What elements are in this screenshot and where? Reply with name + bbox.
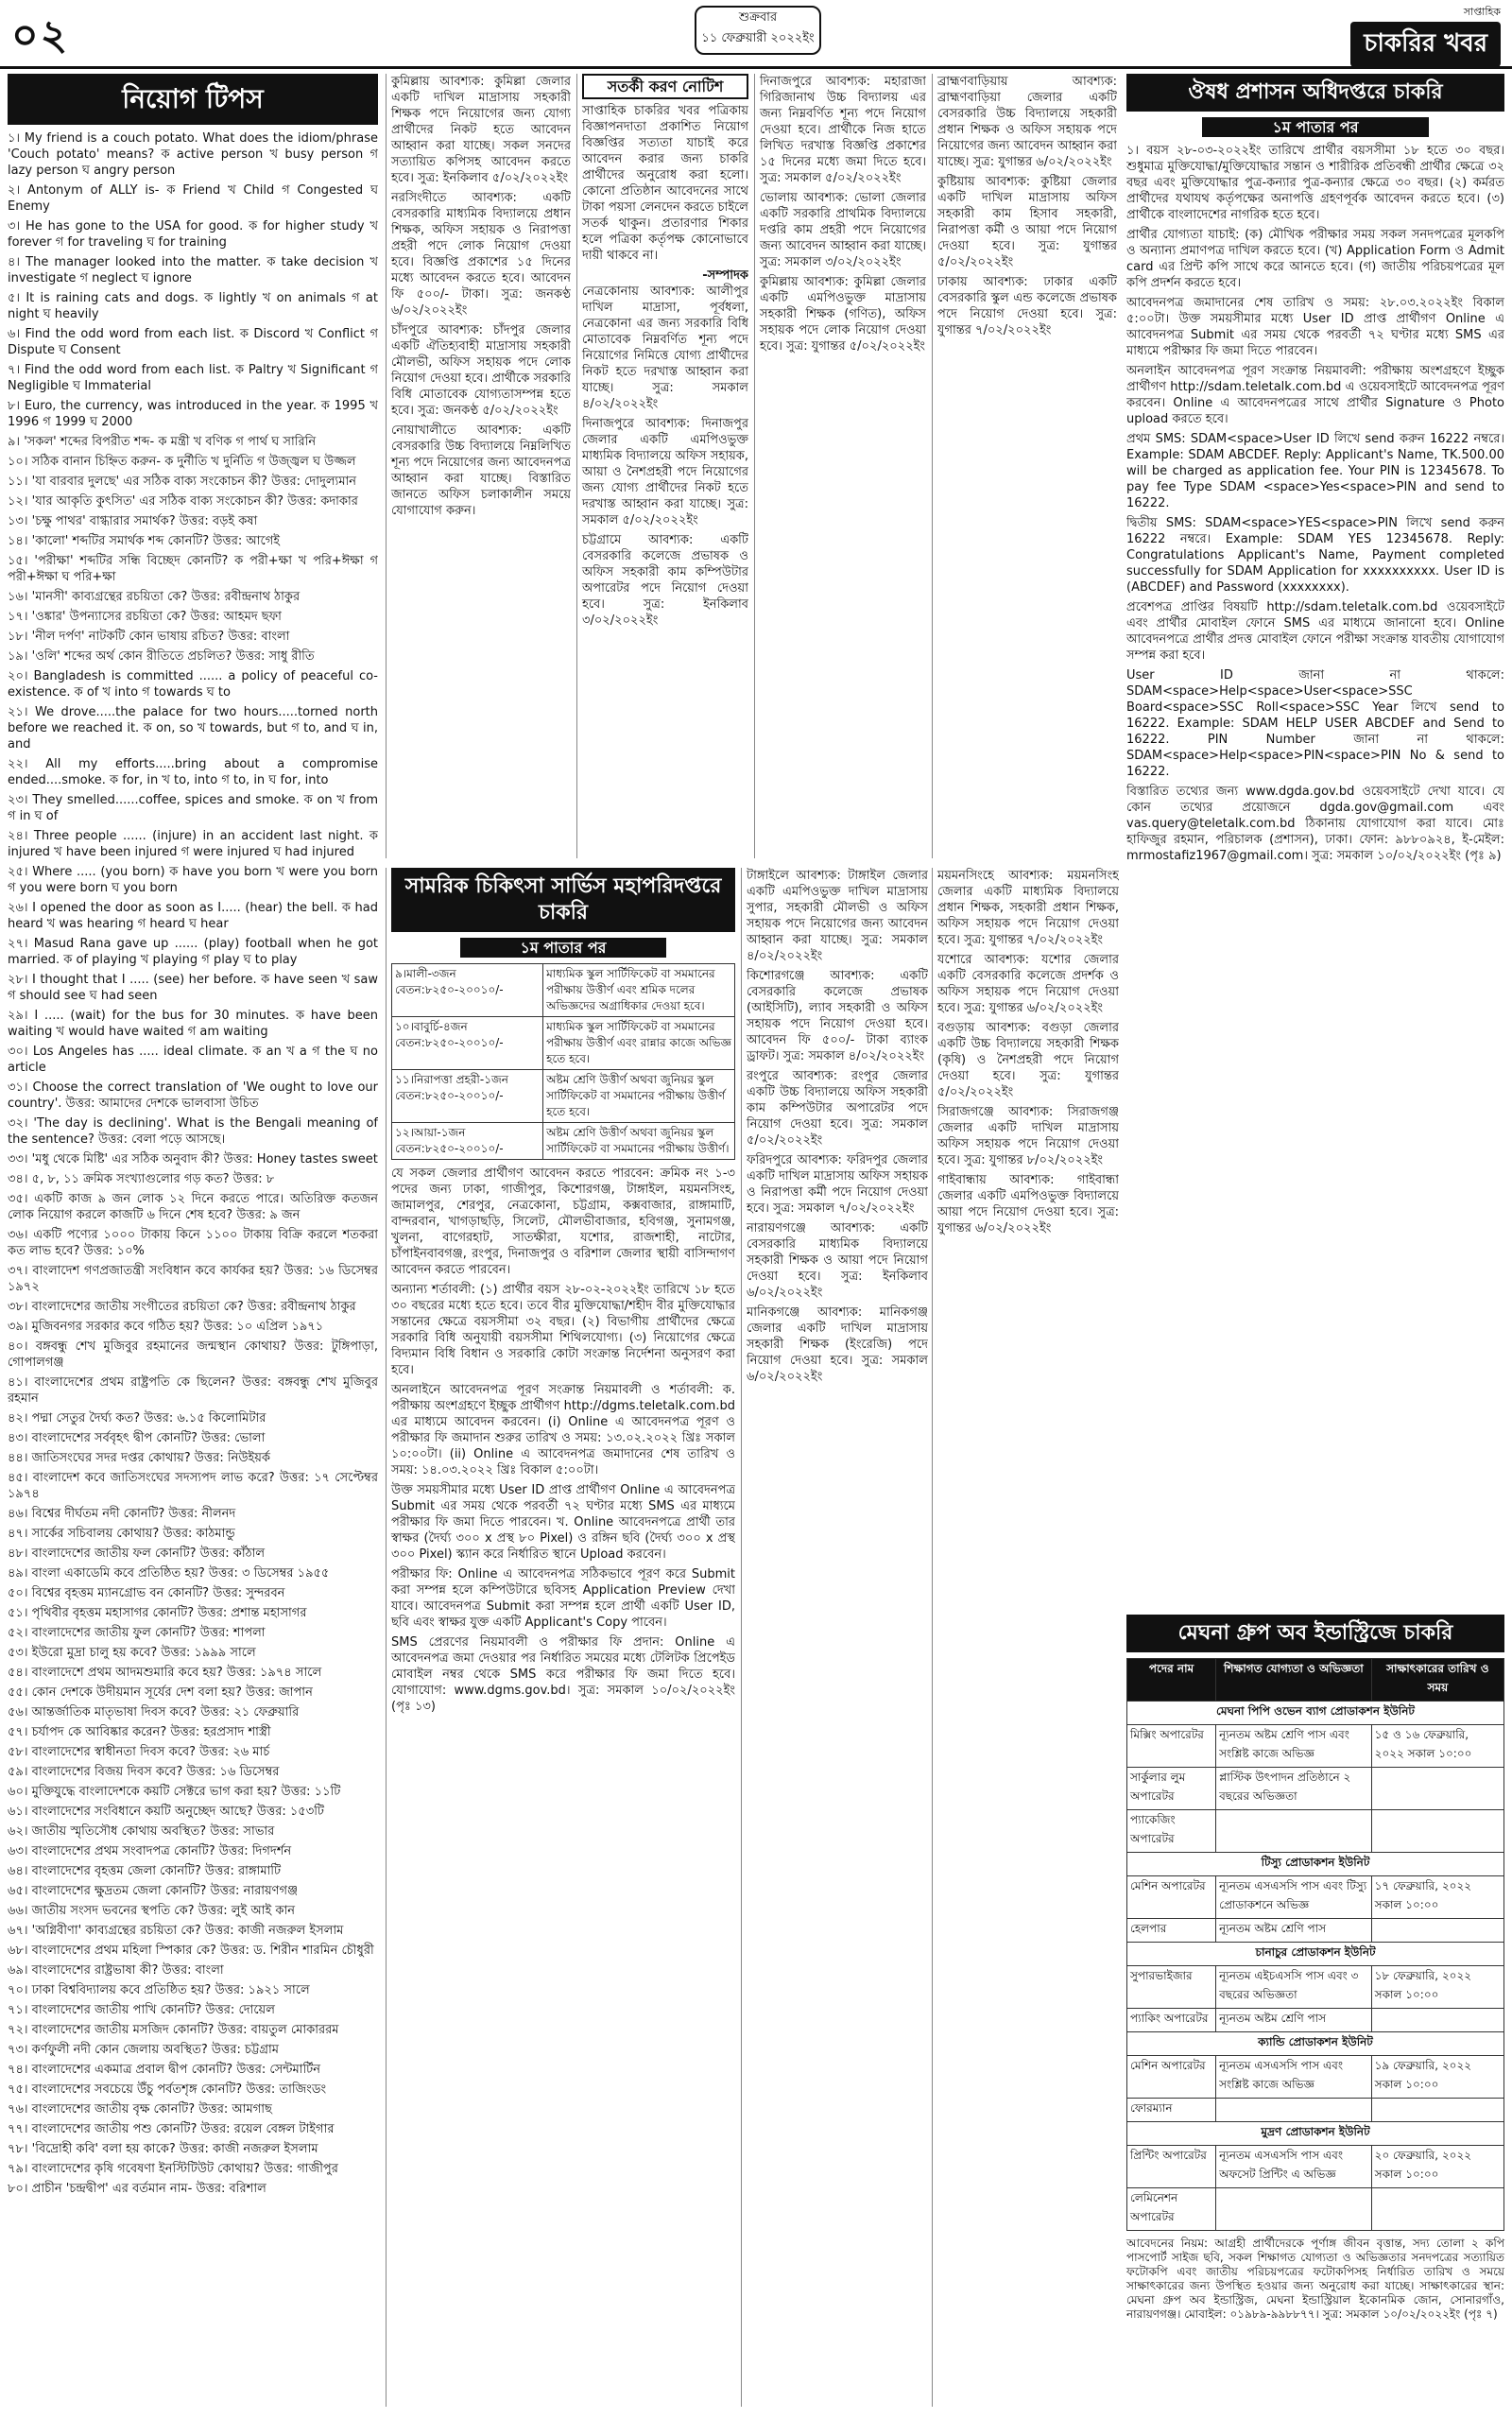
table-row (1127, 2099, 1504, 2122)
tip-item: ৪২। পদ্মা সেতুর দৈর্ঘ্য কত? উত্তর: ৬.১৫ কিলোমিটার (8, 1411, 266, 1425)
tip-item: ৯। 'সকল' শব্দের বিপরীত শব্দ- ক মন্ত্রী খ বণিক গ পার্থ ঘ সারিনি (8, 435, 317, 449)
tip-item: ১৩। 'চক্ষু পাথর' বাগ্ধারার সমার্থক? উত্তর: বড়ই কষা (8, 514, 258, 528)
tip-item: ৭০। ঢাকা বিশ্ববিদ্যালয় কবে প্রতিষ্ঠিত হয়? উত্তর: ১৯২১ সালে (8, 1983, 310, 1997)
classified-list (937, 868, 1119, 1236)
meghna-footer: আবেদনের নিয়ম: আগ্রহী প্রার্থীদেরকে পূর্ণাঙ্গ জীবন বৃত্তান্ত, সদ্য তোলা ২ কপি পাসপোর্ট সাইজ ছবি, সকল শিক্ষাগত যোগ্যতা ও অভিজ্ঞতার সনদপত্রের সত্যায়িত ফটোকপি এবং জাতীয় পরিচয়পত্রের ফটোকপিসহ নির্ধারিত তারিখ ও সময়ে সাক্ষাৎকারের জন্য উপস্থিত হওয়ার জন্য অনুরোধ করা যাচ্ছে। সাক্ষাৎকারের স্থান: মেঘনা গ্রুপ অব ইন্ডাস্ট্রিজ, মেঘনা ইন্ডাস্ট্রিয়াল ইকোনমিক জোন, সোনারগাঁও, নারায়ণগঞ্জ। মোবাইল: ০১৯৮৯-৯৯৮৮৭৭। সুত্র: সমকাল ১০/০২/২০২২ইং (পৃঃ ৭) (1126, 2237, 1504, 2321)
meghna-section-title: মেঘনা গ্রুপ অব ইন্ডাস্ট্রিজে চাকরি (1126, 1615, 1504, 1652)
tip-item: ৩৬। একটি পণ্যের ১০০০ টাকায় কিনে ১১০০ টাকায় বিক্রি করলে শতকরা কত লাভ হবে? উত্তর: ১০% (8, 1228, 378, 1258)
table-cell: ন্যূনতম এসএসসি পাস এবং অফসেট প্রিন্টিং এ অভিজ্ঞ (1216, 2146, 1372, 2188)
tip-item: ৪৭। সার্কের সচিবালয় কোথায়? উত্তর: কাঠমান্ডু (8, 1527, 235, 1541)
tip-item: ১২। 'যার আকৃতি কুৎসিত' এর সঠিক বাক্য সংকোচন কী? উত্তর: কদাকার (8, 494, 358, 509)
drug-paragraph: প্রবেশপত্র প্রাপ্তির বিষয়টি http://sdam.teletalk.com.bd ওয়েবসাইটে এবং প্রার্থীর মোবাইল ফোনে SMS এর মাধ্যমে জানানো হবে। Online আবেদনপত্রে প্রার্থীর প্রদত্ত মোবাইল ফোনে পরীক্ষা সংক্রান্ত যাবতীয় যোগাযোগ সম্পন্ন করা হবে। (1126, 600, 1504, 663)
classified-ad: নরসিংদীতে আবশ্যক: একটি বেসরকারি মাধ্যমিক বিদ্যালয়ে প্রধান শিক্ষক, অফিস সহায়ক ও নিরাপত্তা প্রহরী পদে লোক নিয়োগ দেওয়া হবে। বিজ্ঞপ্তি প্রকাশের ১৫ দিনের মধ্যে আবেদন করতে হবে। আবেদন ফি ৫০০/- টাকা। সুত্র: জনকণ্ঠ ৬/০২/২০২২ইং (391, 191, 571, 318)
table-row (1127, 2146, 1504, 2188)
tip-item: ৬৩। বাংলাদেশের প্রথম সংবাদপত্র কোনটি? উত্তর: দিগদর্শন (8, 1844, 292, 1858)
issue-date: ১১ ফেব্রুয়ারী ২০২২ইং (701, 31, 815, 45)
table-row (392, 1070, 735, 1123)
classifieds-column-5 (741, 868, 928, 2407)
table-cell: প্রিন্টিং অপারেটর (1127, 2146, 1216, 2188)
issue-day: শুক্রবার (738, 10, 778, 25)
unit-row (1127, 2032, 1504, 2056)
unit-name: ক্যান্ডি প্রোডাকশন ইউনিট (1127, 2032, 1504, 2056)
tip-item: ৩৯। মুজিবনগর সরকার কবে গঠিত হয়? উত্তর: ১০ এপ্রিল ১৯৭১ (8, 1320, 324, 1334)
tip-item: ৪১। বাংলাদেশের প্রথম রাষ্ট্রপতি কে ছিলেন? উত্তর: বঙ্গবন্ধু শেখ মুজিবুর রহমান (8, 1375, 378, 1406)
medical-paragraph: পরীক্ষার ফি: Online এ আবেদনপত্র সঠিকভাবে পূরণ করে Submit করা সম্পন্ন হলে কম্পিউটারে ছবিসহ Application Preview দেখা যাবে। আবেদনপত্র Submit করা সম্পন্ন হলে প্রার্থী একটি User ID, ছবি এবং স্বাক্ষর যুক্ত একটি Applicant's Copy পাবেন। (391, 1567, 735, 1630)
classified-list (391, 74, 571, 519)
issue-date-box (695, 6, 821, 55)
drug-section-body (1126, 143, 1504, 864)
classified-ad: টাঙ্গাইলে আবশ্যক: টাঙ্গাইল জেলার একটি এমপিওভুক্ত দাখিল মাদ্রাসায় সুপার, সহকারী মৌলভী ও অফিস সহায়ক পদে নিয়োগের জন্য আবেদন আহ্বান করা যাচ্ছে। সুত্র: সমকাল ৪/০২/২০২২ইং (747, 869, 928, 963)
table-row (1127, 1966, 1504, 2009)
table-cell: সুপারভাইজার (1127, 1966, 1216, 2009)
tip-item: ৫২। বাংলাদেশের জাতীয় ফুল কোনটি? উত্তর: শাপলা (8, 1626, 266, 1640)
page-number: ০২ (11, 11, 70, 60)
tip-item: ৩২। 'The day is declining'. What is the Bengali meaning of the sentence? উত্তর: বেলা পড়ে আসছে। (8, 1116, 378, 1147)
tip-item: ২০। Bangladesh is committed ...... a policy of peaceful co-existence. ক of খ into গ towards ঘ to (8, 669, 378, 700)
classified-list (760, 74, 926, 354)
drug-section-title: ঔষধ প্রশাসন অধিদপ্তরে চাকরি (1126, 74, 1504, 112)
tip-item: ৬১। বাংলাদেশের সংবিধানে কয়টি অনুচ্ছেদ আছে? উত্তর: ১৫৩টি (8, 1805, 324, 1819)
medical-section-subhead: ১ম পাতার পর (460, 938, 666, 958)
table-row (392, 1123, 735, 1160)
unit-name: চানাচুর প্রোডাকশন ইউনিট (1127, 1943, 1504, 1966)
tip-item: ৬৮। বাংলাদেশের প্রথম মহিলা স্পিকার কে? উত্তর: ড. শিরীন শারমিন চৌধুরী (8, 1944, 374, 1958)
classified-ad: কুষ্টিয়ায় আবশ্যক: কুষ্টিয়া জেলার একটি দাখিল মাদ্রাসায় অফিস সহকারী কাম হিসাব সহকারী, নিরাপত্তা কর্মী ও আয়া পদে নিয়োগ দেওয়া হবে। সুত্র: যুগান্তর ৫/০২/২০২২ইং (937, 175, 1117, 269)
table-row (1127, 1919, 1504, 1943)
drug-paragraph: অনলাইন আবেদনপত্র পূরণ সংক্রান্ত নিয়মাবলী: পরীক্ষায় অংশগ্রহণে ইচ্ছুক প্রার্থীগণ http://sdam.teletalk.com.bd এ ওয়েবসাইটে আবেদনপত্র পূরণ করবেন। Online এ আবেদনপত্রের সাথে প্রার্থীর Signature ও Photo upload করতে হবে। (1126, 364, 1504, 426)
classified-ad: দিনাজপুরে আবশ্যক: মহারাজা গিরিজানাথ উচ্চ বিদ্যালয় এর জন্য নিম্নবর্ণিত শূন্য পদে নিয়োগ দেওয়া হবে। প্রার্থীকে নিজ হাতে লিখিত দরখাস্ত বিজ্ঞপ্তি প্রকাশের ১৫ দিনের মধ্যে জমা দিতে হবে। সুত্র: সমকাল ৫/০২/২০২২ইং (760, 75, 926, 185)
tip-item: ৭৫। বাংলাদেশের সবচেয়ে উঁচু পর্বতশৃঙ্গ কোনটি? উত্তর: তাজিংডং (8, 2082, 327, 2097)
tip-item: ২৯। I ..... (wait) for the bus for 30 minutes. ক have been waiting খ would have waited গ am waiting (8, 1009, 378, 1039)
table-cell (1371, 2099, 1503, 2122)
table-cell: হেলপার (1127, 1919, 1216, 1943)
classified-list (582, 284, 748, 629)
tip-item: ৮। Euro, the currency, was introduced in the year. ক 1995 খ 1996 গ 1999 ঘ 2000 (8, 399, 378, 429)
classified-ad: কিশোরগঞ্জে আবশ্যক: একটি বেসরকারি কলেজে প্রভাষক (আইসিটি), ল্যাব সহকারী ও অফিস সহায়ক পদে নিয়োগ দেওয়া হবে। আবেদন ফি ৫০০/- টাকা ব্যাংক ড্রাফট। সুত্র: সমকাল ৪/০২/২০২২ইং (747, 969, 928, 1063)
table-cell: প্লাস্টিক উৎপাদন প্রতিষ্ঠানে ২ বছরের অভিজ্ঞতা (1216, 1768, 1372, 1810)
classifieds-column-4 (932, 74, 1117, 858)
tip-item: ৬০। মুক্তিযুদ্ধে বাংলাদেশকে কয়টি সেক্টরে ভাগ করা হয়? উত্তর: ১১টি (8, 1785, 341, 1799)
medical-paragraph: উক্ত সময়সীমার মধ্যে User ID প্রাপ্ত প্রার্থীগণ Online এ আবেদনপত্র Submit এর সময় থেকে পরবর্তী ৭২ ঘণ্টার মধ্যে SMS এর মাধ্যমে পরীক্ষার ফি জমা দিতে পারবেন। খ. Online আবেদনপত্রে প্রার্থী তার স্বাক্ষর (দৈর্ঘ্য ৩০০ x প্রস্থ ৮০ Pixel) ও রঙ্গিন ছবি (দৈর্ঘ্য ৩০০ x প্রস্থ ৩০০ Pixel) স্ক্যান করে নির্ধারিত স্থানে Upload করবেন। (391, 1483, 735, 1562)
drug-paragraph: আবেদনপত্র জমাদানের শেষ তারিখ ও সময়: ২৮.০৩.২০২২ইং বিকাল ৫:০০টা। উক্ত সময়সীমার মধ্যে User ID প্রাপ্ত প্রার্থীগণ Online এ আবেদনপত্র Submit এর সময় থেকে পরবর্তী ৭২ ঘণ্টার মধ্যে SMS এর মাধ্যমে পরীক্ষার ফি জমা দিতে পারবেন। (1126, 296, 1504, 358)
tip-item: ১৪। 'কালো' শব্দটির সমার্থক শব্দ কোনটি? উত্তর: আগেই (8, 534, 281, 548)
tip-item: ৪। The manager looked into the matter. ক take decision খ investigate গ neglect ঘ ignore (8, 255, 378, 285)
tip-item: ৭৪। বাংলাদেশের একমাত্র প্রবাল দ্বীপ কোনটি? উত্তর: সেন্টমার্টিন (8, 2063, 321, 2077)
tip-item: ৫৯। বাংলাদেশের বিজয় দিবস কবে? উত্তর: ১৬ ডিসেম্বর (8, 1765, 280, 1779)
unit-row (1127, 1853, 1504, 1876)
tip-item: ৫১। পৃথিবীর বৃহত্তম মহাসাগর কোনটি? উত্তর: প্রশান্ত মহাসাগর (8, 1606, 307, 1620)
classified-ad: বগুড়ায় আবশ্যক: বগুড়া জেলার একটি উচ্চ বিদ্যালয়ে সহকারী শিক্ষক (কৃষি) ও নৈশপ্রহরী পদে নিয়োগ দেওয়া হবে। সুত্র: যুগান্তর ৫/০২/২০২২ইং (937, 1021, 1119, 1099)
tip-item: ৩। He has gone to the USA for good. ক for higher study খ forever গ for traveling ঘ for training (8, 219, 378, 250)
tip-item: ৮০। প্রাচীন 'চন্দ্রদ্বীপ' এর বর্তমান নাম- উত্তর: বরিশাল (8, 2182, 266, 2196)
classified-list (937, 74, 1117, 338)
tip-item: ৫৬। আন্তর্জাতিক মাতৃভাষা দিবস কবে? উত্তর: ২১ ফেব্রুয়ারি (8, 1705, 300, 1719)
tip-item: ৩৫। একটি কাজ ৯ জন লোক ১২ দিনে করতে পারে। অতিরিক্ত কতজন লোক নিয়োগ করলে কাজটি ৬ দিনে শেষ হবে? উত্তর: ৯ জন (8, 1192, 378, 1222)
classified-ad: নারায়ণগঞ্জে আবশ্যক: একটি বেসরকারি মাধ্যমিক বিদ্যালয়ে সহকারী শিক্ষক ও আয়া পদে নিয়োগ দেওয়া হবে। সুত্র: ইনকিলাব ৬/০২/২০২২ইং (747, 1221, 928, 1300)
table-cell: ১৫ ও ১৬ ফেব্রুয়ারি, ২০২২ সকাল ১০:০০ (1371, 1725, 1503, 1768)
table-cell: ১৮ ফেব্রুয়ারি, ২০২২ সকাল ১০:০০ (1371, 1966, 1503, 2009)
drug-paragraph: দ্বিতীয় SMS: SDAM<space>YES<space>PIN লিখে send করুন 16222 নম্বরে। Example: SDAM YES 12345678. Reply: Congratulations Applicant's Name, Payment completed successfully for SDAM Application for xxxxxxxxxx. User ID is (ABCDEF) and Password (xxxxxxxx). (1126, 516, 1504, 595)
tips-title: নিয়োগ টিপস (8, 74, 378, 125)
table-row (392, 964, 735, 1017)
unit-name: মেঘনা পিপি ওভেন ব্যাগ প্রোডাকশন ইউনিট (1127, 1702, 1504, 1725)
tip-item: ৩১। Choose the correct translation of 'We ought to love our country'. উত্তর: আমাদের দেশকে ভালবাসা উচিত (8, 1080, 378, 1111)
warning-notice-body: সাপ্তাহিক চাকরির খবর পত্রিকায় বিজ্ঞাপনদাতা প্রকাশিত নিয়োগ বিজ্ঞপ্তির সত্যতা যাচাই করে আবেদন করার জন্য চাকরি প্রার্থীদের অনুরোধ করা হলো। কোনো প্রতিষ্ঠান আবেদনের সাথে টাকা পয়সা লেনদেন করতে চাইলে সতর্ক থাকুন। প্রতারণার শিকার হলে পত্রিকা কর্তৃপক্ষ কোনোভাবে দায়ী থাকবে না। (582, 104, 748, 263)
medical-paragraph: যে সকল জেলার প্রার্থীগণ আবেদন করতে পারবেন: ক্রমিক নং ১-৩ পদের জন্য ঢাকা, গাজীপুর, কিশোরগঞ্জ, টাঙ্গাইল, ময়মনসিংহ, জামালপুর, শেরপুর, নেত্রকোনা, চট্টগ্রাম, কক্সবাজার, রাঙ্গামাটি, বান্দরবান, খাগড়াছড়ি, সিলেট, মৌলভীবাজার, হবিগঞ্জ, সুনামগঞ্জ, খুলনা, বাগেরহাট, সাতক্ষীরা, যশোর, রাজশাহী, নাটোর, চাঁপাইনবাবগঞ্জ, রংপুর, দিনাজপুর ও বরিশাল জেলার স্থায়ী বাসিন্দাগণ আবেদন করতে পারবেন। (391, 1166, 735, 1277)
table-row (1127, 2188, 1504, 2231)
table-cell: অষ্টম শ্রেণি উত্তীর্ণ অথবা জুনিয়র স্কুল সার্টিফিকেট বা সমমানের পরীক্ষায় উত্তীর্ণ। (543, 1123, 735, 1160)
table-row (1127, 2009, 1504, 2032)
classified-ad: নেত্রকোনায় আবশ্যক: আলীপুর দাখিল মাদ্রাসা, পূর্বধলা, নেত্রকোনা এর জন্য সরকারি বিধি মোতাবেক নিম্নবর্ণিত শূন্য পদে নিয়োগের নিমিত্তে যোগ্য প্রার্থীদের নিকট হতে দরখাস্ত আহ্বান করা যাচ্ছে। সুত্র: সমকাল ৪/০২/২০২২ইং (582, 285, 748, 411)
masthead-brand (1350, 4, 1501, 67)
tip-item: ৫৩। ইউরো মুদ্রা চালু হয় কবে? উত্তর: ১৯৯৯ সালে (8, 1646, 256, 1660)
tip-item: ৭২। বাংলাদেশের জাতীয় মসজিদ কোনটি? উত্তর: বায়তুল মোকাররম (8, 2023, 339, 2037)
tip-item: ১৭। 'ওঙ্কার' উপন্যাসের রচয়িতা কে? উত্তর: আহমদ ছফা (8, 610, 282, 624)
unit-row (1127, 1943, 1504, 1966)
table-cell: সার্কুলার লুম অপারেটর (1127, 1768, 1216, 1810)
table-row (1127, 1876, 1504, 1919)
table-cell: প্যাকিং অপারেটর (1127, 2009, 1216, 2032)
table-cell: ৯।মালী-৩জন বেতন:৮২৫০-২০০১০/- (392, 964, 543, 1017)
tip-item: ৪৯। বাংলা একাডেমি কবে প্রতিষ্ঠিত হয়? উত্তর: ৩ ডিসেম্বর ১৯৫৫ (8, 1566, 330, 1581)
tip-item: ৭। Find the odd word from each list. ক Paltry খ Significant গ Negligible ঘ Immaterial (8, 363, 378, 393)
column-header-post: পদের নাম (1127, 1659, 1216, 1702)
medical-section-body (391, 1166, 735, 1715)
tip-item: ২৩। They smelled......coffee, spices and smoke. ক on খ from গ in ঘ of (8, 793, 378, 823)
page-header (0, 0, 1512, 69)
tip-item: ১৮। 'নীল দর্পণ' নাটকটি কোন ভাষায় রচিত? উত্তর: বাংলা (8, 630, 290, 644)
classified-ad: ভোলায় আবশ্যক: ভোলা জেলার একটি সরকারি প্রাথমিক বিদ্যালয়ে দপ্তরি কাম প্রহরী পদে নিয়োগের জন্য আবেদন আহ্বান করা যাচ্ছে। সুত্র: সমকাল ৩/০২/২০২২ইং (760, 191, 926, 269)
tip-item: ২২। All my efforts.....bring about a compromise ended....smoke. ক for, in খ to, into গ to, in ঘ for, into (8, 757, 378, 787)
table-row (1127, 2056, 1504, 2099)
tip-item: ২। Antonym of ALLY is- ক Friend খ Child গ Congested ঘ Enemy (8, 183, 378, 214)
tip-item: ৬৭। 'অগ্নিবীণা' কাব্যগ্রন্থের রচয়িতা কে? উত্তর: কাজী নজরুল ইসলাম (8, 1924, 344, 1938)
medical-paragraph: অনলাইনে আবেদনপত্র পূরণ সংক্রান্ত নিয়মাবলী ও শর্তাবলী: ক. পরীক্ষায় অংশগ্রহণে ইচ্ছুক প্রার্থীগণ http://dgms.teletalk.com.bd এর মাধ্যমে আবেদন করবেন। (i) Online এ আবেদনপত্র পূরণ ও পরীক্ষার ফি জমাদান শুরুর তারিখ ও সময়: ১৩.০২.২০২২ খ্রিঃ সকাল ১০:০০টা। (ii) Online এ আবেদনপত্র জমাদানের শেষ তারিখ ও সময়: ১৪.০৩.২০২২ খ্রিঃ বিকাল ৫:০০টা। (391, 1383, 735, 1477)
tip-item: ২৭। Masud Rana gave up ...... (play) football when he got married. ক of playing খ playing গ play ঘ to play (8, 937, 378, 967)
tip-item: ৭৮। 'বিদ্রোহী কবি' বলা হয় কাকে? উত্তর: কাজী নজরুল ইসলাম (8, 2142, 318, 2156)
tip-item: ২৬। I opened the door as soon as I..... (hear) the bell. ক had heard খ was hearing গ heard ঘ hear (8, 901, 378, 931)
table-cell: ন্যূনতম অষ্টম শ্রেণি পাস (1216, 1919, 1372, 1943)
tip-item: ১০। সঠিক বানান চিহ্নিত করুন- ক দুর্নীতি খ দুর্নিতি গ উজ্জ্বল ঘ উজ্জল (8, 455, 356, 469)
table-row (1127, 1768, 1504, 1810)
unit-name: মুদ্রণ প্রোডাকশন ইউনিট (1127, 2122, 1504, 2146)
table-cell: ন্যূনতম এসএসসি পাস এবং সংশ্লিষ্ট কাজে অভিজ্ঞ (1216, 2056, 1372, 2099)
table-cell (1371, 2188, 1503, 2231)
tip-item: ৫৮। বাংলাদেশের স্বাধীনতা দিবস কবে? উত্তর: ২৬ মার্চ (8, 1745, 270, 1759)
tips-column (8, 74, 378, 2409)
medical-section-title: সামরিক চিকিৎসা সার্ভিস মহাপরিদপ্তরে চাকরি (391, 868, 735, 932)
tip-item: ৬৪। বাংলাদেশের বৃহত্তম জেলা কোনটি? উত্তর: রাঙ্গামাটি (8, 1864, 282, 1878)
tip-item: ২৪। Three people ...... (injure) in an accident last night. ক injured খ have been injured গ were injured ঘ had injured (8, 829, 378, 859)
tip-item: ১৫। 'পরীক্ষা' শব্দটির সন্ধি বিচ্ছেদ কোনটি? ক পরী+ক্ষা খ পরি+ঈক্ষা গ পরী+ঈক্ষা ঘ পরি+ক্ষা (8, 554, 378, 584)
table-cell (1371, 1810, 1503, 1853)
tip-item: ৪৬। বিশ্বের দীর্ঘতম নদী কোনটি? উত্তর: নীলনদ (8, 1507, 236, 1521)
tip-item: ২১। We drove.....the palace for two hours.....torned north before we reached it. ক on, so খ towards, but গ to, and ঘ in, and (8, 705, 378, 752)
classified-ad: রংপুরে আবশ্যক: রংপুর জেলার একটি উচ্চ বিদ্যালয়ে অফিস সহকারী কাম কম্পিউটার অপারেটর পদে নিয়োগ দেওয়া হবে। সুত্র: সমকাল ৫/০২/২০২২ইং (747, 1069, 928, 1148)
tip-item: ৬৫। বাংলাদেশের ক্ষুদ্রতম জেলা কোনটি? উত্তর: নারায়ণগঞ্জ (8, 1884, 299, 1898)
table-cell (1216, 2188, 1372, 2231)
classifieds-column-2 (576, 74, 748, 858)
tip-item: ৫৪। বাংলাদেশে প্রথম আদমশুমারি কবে হয়? উত্তর: ১৯৭৪ সালে (8, 1666, 322, 1680)
tip-item: ৭৬। বাংলাদেশের জাতীয় বৃক্ষ কোনটি? উত্তর: আমগাছ (8, 2102, 272, 2117)
table-cell: ন্যূনতম এইচএসসি পাস এবং ৩ বছরের অভিজ্ঞতা (1216, 1966, 1372, 2009)
table-cell: ন্যূনতম এসএসসি পাস এবং টিস্যু প্রোডাকশনে অভিজ্ঞ (1216, 1876, 1372, 1919)
medical-posts-table (391, 963, 735, 1160)
tip-item: ৬৯। বাংলাদেশের রাষ্ট্রভাষা কী? উত্তর: বাংলা (8, 1963, 224, 1978)
tip-item: ৬। Find the odd word from each list. ক Discord খ Conflict গ Dispute ঘ Consent (8, 327, 378, 357)
classified-ad: নোয়াখালীতে আবশ্যক: একটি বেসরকারি উচ্চ বিদ্যালয়ে নিম্নলিখিত শূন্য পদে নিয়োগের জন্য আবেদনপত্র আহ্বান করা যাচ্ছে। বিস্তারিত জানতে অফিস চলাকালীন সময়ে যোগাযোগ করুন। (391, 423, 571, 518)
table-cell: ২০ ফেব্রুয়ারি, ২০২২ সকাল ১০:০০ (1371, 2146, 1503, 2188)
table-cell: ১৭ ফেব্রুয়ারি, ২০২২ সকাল ১০:০০ (1371, 1876, 1503, 1919)
table-cell: মিক্সিং অপারেটর (1127, 1725, 1216, 1768)
drug-paragraph: প্রথম SMS: SDAM<space>User ID লিখে send করুন 16222 নম্বরে। Example: SDAM ABCDEF. Reply: Applicant's Name, TK.500.00 will be charged as application fee. Your PIN is 12345678. To pay fee Type SDAM <space>Yes<space>PIN and send to 16222. (1126, 432, 1504, 510)
table-cell: অষ্টম শ্রেণি উত্তীর্ণ অথবা জুনিয়র স্কুল সার্টিফিকেট বা সমমানের পরীক্ষায় উত্তীর্ণ হতে হবে। (543, 1070, 735, 1123)
unit-row (1127, 1702, 1504, 1725)
table-cell (1371, 1768, 1503, 1810)
tip-item: ১১। 'যা বারবার দুলছে' এর সঠিক বাক্য সংকোচন কী? উত্তর: দোদুল্যমান (8, 475, 357, 489)
classified-ad: সিরাজগঞ্জে আবশ্যক: সিরাজগঞ্জ জেলার একটি দাখিল মাদ্রাসায় অফিস সহায়ক পদে নিয়োগ দেওয়া হবে। সুত্র: যুগান্তর ৮/০২/২০২২ইং (937, 1105, 1119, 1167)
tips-list (8, 130, 378, 2197)
tip-item: ২৮। I thought that I ..... (see) her before. ক have seen খ saw গ should see ঘ had seen (8, 973, 378, 1003)
tip-item: ৪০। বঙ্গবন্ধু শেখ মুজিবুর রহমানের জন্মস্থান কোথায়? উত্তর: টুঙ্গিপাড়া, গোপালগঞ্জ (8, 1339, 378, 1370)
classifieds-column-1 (386, 74, 571, 858)
warning-notice-title: সতর্কী করণ নোটিশ (582, 74, 748, 99)
meghna-posts-table (1126, 1658, 1504, 2231)
tip-item: ৭৩। কর্ণফুলী নদী কোন জেলায় অবস্থিত? উত্তর: চট্টগ্রাম (8, 2043, 279, 2057)
classified-ad: চট্টগ্রামে আবশ্যক: একটি বেসরকারি কলেজে প্রভাষক ও অফিস সহকারী কাম কম্পিউটার অপারেটর পদে নিয়োগ দেওয়া হবে। সুত্র: ইনকিলাব ৩/০২/২০২২ইং (582, 533, 748, 628)
table-cell (1216, 2099, 1372, 2122)
drug-paragraph: বিস্তারিত তথ্যের জন্য www.dgda.gov.bd ওয়েবসাইটে দেখা যাবে। যে কোন তথ্যের প্রয়োজনে dgda.gov@gmail.com এবং vas.query@teletalk.com.bd ঠিকানায় যোগাযোগ করা যাবে। মোঃ হাফিজুর রহমান, পরিচালক (প্রশাসন), ঢাকা। ফোন: ৯৮৮০৯২৪, ই-মেইল: mrmostafiz1967@gmail.com। সুত্র: সমকাল ১০/০২/২০২২ইং (পৃঃ ৯) (1126, 785, 1504, 863)
drug-paragraph: প্রার্থীর যোগ্যতা যাচাই: (ক) মৌখিক পরীক্ষার সময় সকল সনদপত্রের মূলকপি ও অন্যান্য প্রমাণপত্র দাখিল করতে হবে। (খ) Application Form ও Admit card এর প্রিন্ট কপি সাথে করে আনতে হবে। (গ) জাতীয় পরিচয়পত্রের মূল কপি প্রদর্শন করতে হবে। (1126, 228, 1504, 290)
tip-item: ৫০। বিশ্বের বৃহত্তম ম্যানগ্রোভ বন কোনটি? উত্তর: সুন্দরবন (8, 1586, 285, 1600)
tip-item: ৩৩। 'মধু থেকে মিষ্টি' এর সঠিক অনুবাদ কী? উত্তর: Honey tastes sweet (8, 1152, 378, 1166)
warning-notice-sign: -সম্পাদক (702, 268, 748, 283)
medical-paragraph: SMS প্রেরণের নিয়মাবলী ও পরীক্ষার ফি প্রদান: Online এ আবেদনপত্র জমা দেওয়ার পর নির্ধারিত সময়ের মধ্যে টেলিটক প্রিপেইড মোবাইল নম্বর থেকে SMS করে পরীক্ষার ফি জমা দিতে হবে। যোগাযোগ: www.dgms.gov.bd। সুত্র: সমকাল ১০/০২/২০২২ইং (পৃঃ ১৩) (391, 1635, 735, 1714)
table-cell: মেশিন অপারেটর (1127, 1876, 1216, 1919)
classified-ad: ঢাকায় আবশ্যক: ঢাকার একটি বেসরকারি স্কুল এন্ড কলেজে প্রভাষক পদে নিয়োগ দেওয়া হবে। সুত্র: যুগান্তর ৭/০২/২০২২ইং (937, 275, 1117, 337)
table-cell (1216, 1810, 1372, 1853)
tip-item: ৫৫। কোন দেশকে উদীয়মান সূর্যের দেশ বলা হয়? উত্তর: জাপান (8, 1685, 313, 1700)
classified-ad: কুমিল্লায় আবশ্যক: কুমিল্লা জেলার একটি দাখিল মাদ্রাসায় সহকারী শিক্ষক পদে নিয়োগের জন্য যোগ্য প্রার্থীদের নিকট হতে আবেদন আহ্বান করা যাচ্ছে। সকল সনদের সত্যায়িত কপিসহ আবেদন করতে হবে। সুত্র: ইনকিলাব ৫/০২/২০২২ইং (391, 75, 571, 185)
classified-ad: মানিকগঞ্জে আবশ্যক: মানিকগঞ্জ জেলার একটি দাখিল মাদ্রাসায় সহকারী শিক্ষক (ইংরেজি) পদে নিয়োগ দেওয়া হবে। সুত্র: সমকাল ৬/০২/২০২২ইং (747, 1305, 928, 1384)
drug-admin-section (1126, 74, 1504, 1605)
unit-row (1127, 2122, 1504, 2146)
tip-item: ৭৯। বাংলাদেশের কৃষি গবেষণা ইনস্টিটিউট কোথায়? উত্তর: গাজীপুর (8, 2162, 338, 2176)
table-cell: ১২।আয়া-১জন বেতন:৮২৫০-২০০১০/- (392, 1123, 543, 1160)
table-cell: ফোরম্যান (1127, 2099, 1216, 2122)
tip-item: ৬৬। জাতীয় সংসদ ভবনের স্থপতি কে? উত্তর: লুই আই কান (8, 1904, 296, 1918)
table-cell (1371, 2009, 1503, 2032)
classified-ad: কুমিল্লায় আবশ্যক: কুমিল্লা জেলার একটি এমপিওভুক্ত মাদ্রাসায় সহকারী শিক্ষক (গণিত), অফিস সহায়ক পদে লোক নিয়োগ দেওয়া হবে। সুত্র: যুগান্তর ৫/০২/২০২২ইং (760, 275, 926, 354)
table-cell: প্যাকেজিং অপারেটর (1127, 1810, 1216, 1853)
table-cell: মাধ্যমিক স্কুল সার্টিফিকেট বা সমমানের পরীক্ষায় উত্তীর্ণ এবং রান্নার কাজে অভিজ্ঞ হতে হবে। (543, 1017, 735, 1070)
tip-item: ৩৭। বাংলাদেশ গণপ্রজাতন্ত্রী সংবিধান কবে কার্যকর হয়? উত্তর: ১৬ ডিসেম্বর ১৯৭২ (8, 1264, 378, 1294)
tip-item: ৩৪। ৫, ৮, ১১ ক্রমিক সংখ্যাগুলোর গড় কত? উত্তর: ৮ (8, 1172, 275, 1186)
medical-service-section (386, 868, 735, 2407)
classified-ad: চাঁদপুরে আবশ্যক: চাঁদপুর জেলার একটি ঐতিহ্যবাহী মাদ্রাসায় সহকারী মৌলভী, অফিস সহায়ক পদে লোক নিয়োগ দেওয়া হবে। প্রার্থীকে সরকারি বিধি মোতাবেক যোগ্যতাসম্পন্ন হতে হবে। সুত্র: জনকণ্ঠ ৫/০২/২০২২ইং (391, 323, 571, 418)
table-cell: ন্যূনতম অষ্টম শ্রেণি পাস এবং সংশ্লিষ্ট কাজে অভিজ্ঞ (1216, 1725, 1372, 1768)
tip-item: ৪৪। জাতিসংঘের সদর দপ্তর কোথায়? উত্তর: নিউইয়র্ক (8, 1451, 270, 1465)
table-cell: ১৯ ফেব্রুয়ারি, ২০২২ সকাল ১০:০০ (1371, 2056, 1503, 2099)
table-cell: ১০।বাবুর্চি-৪জন বেতন:৮২৫০-২০০১০/- (392, 1017, 543, 1070)
classified-ad: দিনাজপুরে আবশ্যক: দিনাজপুর জেলার একটি এমপিওভুক্ত মাধ্যমিক বিদ্যালয়ে অফিস সহায়ক, আয়া ও নৈশপ্রহরী পদে নিয়োগের জন্য যোগ্য প্রার্থীদের নিকট হতে দরখাস্ত আহ্বান করা যাচ্ছে। সুত্র: সমকাল ৫/০২/২০২২ইং (582, 417, 748, 527)
classifieds-column-6 (932, 868, 1119, 2407)
brand-subtitle: সাপ্তাহিক (1463, 6, 1501, 18)
drug-paragraph: ১। বয়স ২৮-০৩-২০২২ইং তারিখে প্রার্থীর বয়সসীমা ১৮ হতে ৩০ বছর। শুধুমাত্র মুক্তিযোদ্ধা/মুক্তিযোদ্ধার সন্তান ও শারীরিক প্রতিবন্ধী প্রার্থীর ক্ষেত্রে ৩২ বছর এবং মুক্তিযোদ্ধার পুত্র-কন্যার পুত্র-কন্যার ক্ষেত্রে ৩০ বছর। (২) কর্মরত প্রার্থীদের যথাযথ কর্তৃপক্ষের অনাপত্তি গ্রহণপূর্বক আবেদন করতে হবে। (৩) প্রার্থীকে বাংলাদেশের নাগরিক হতে হবে। (1126, 144, 1504, 222)
tip-item: ৪৫। বাংলাদেশ কবে জাতিসংঘের সদস্যপদ লাভ করে? উত্তর: ১৭ সেপ্টেম্বর ১৯৭৪ (8, 1471, 378, 1501)
table-cell: লেমিনেশন অপারেটর (1127, 2188, 1216, 2231)
unit-name: টিস্যু প্রোডাকশন ইউনিট (1127, 1853, 1504, 1876)
drug-paragraph: User ID জানা না থাকলে: SDAM<space>Help<space>User<space>SSC Board<space>SSC Roll<space>SSC Year লিখে send to 16222. Example: SDAM HELP USER ABCDEF and Send to 16222. PIN Number জানা না থাকলে: SDAM<space>Help<space>PIN<space>PIN No & send to 16222. (1126, 668, 1504, 779)
classified-list (747, 868, 928, 1385)
table-cell (1371, 1919, 1503, 1943)
table-cell: মেশিন অপারেটর (1127, 2056, 1216, 2099)
table-row (392, 1017, 735, 1070)
tip-item: ৪৩। বাংলাদেশের সর্ববৃহৎ দ্বীপ কোনটি? উত্তর: ভোলা (8, 1431, 266, 1445)
column-header-qualification: শিক্ষাগত যোগ্যতা ও অভিজ্ঞতা (1216, 1659, 1372, 1702)
tip-item: ১৬। 'মানসী' কাব্যগ্রন্থের রচয়িতা কে? উত্তর: রবীন্দ্রনাথ ঠাকুর (8, 590, 301, 604)
tip-item: ১৯। 'ওলি' শব্দের অর্থ কোন রীতিতে প্রচলিত? উত্তর: সাধু রীতি (8, 649, 315, 664)
tip-item: ২৫। Where ..... (you born) ক have you born খ were you born গ you were born ঘ you born (8, 865, 378, 895)
column-header-interview: সাক্ষাৎকারের তারিখ ও সময় (1371, 1659, 1503, 1702)
table-cell: মাধ্যমিক স্কুল সার্টিফিকেট বা সমমানের পরীক্ষায় উত্তীর্ণ এবং শ্রমিক দলের অভিজ্ঞদের অগ্রাধিকার দেওয়া হবে। (543, 964, 735, 1017)
drug-section-subhead: ১ম পাতার পর (1202, 117, 1429, 137)
classified-ad: ফরিদপুরে আবশ্যক: ফরিদপুর জেলার একটি দাখিল মাদ্রাসায় অফিস সহায়ক ও নিরাপত্তা কর্মী পদে নিয়োগ দেওয়া হবে। সুত্র: সমকাল ৭/০২/২০২২ইং (747, 1153, 928, 1216)
tip-item: ১। My friend is a couch potato. What does the idiom/phrase 'Couch potato' means? ক active person খ busy person গ lazy person ঘ angry person (8, 131, 378, 178)
tip-item: ৫৭। চর্যাপদ কে আবিষ্কার করেন? উত্তর: হরপ্রসাদ শাস্ত্রী (8, 1725, 271, 1739)
tip-item: ৪৮। বাংলাদেশের জাতীয় ফল কোনটি? উত্তর: কাঁঠাল (8, 1546, 266, 1561)
table-row (1127, 1725, 1504, 1768)
tip-item: ৩০। Los Angeles has ..... ideal climate. ক an খ a গ the ঘ no article (8, 1045, 378, 1075)
medical-paragraph: অন্যান্য শর্তাবলী: (১) প্রার্থীর বয়স ২৮-০২-২০২২ইং তারিখে ১৮ হতে ৩০ বছরের মধ্যে হতে হবে। তবে বীর মুক্তিযোদ্ধা/শহীদ বীর মুক্তিযোদ্ধার সন্তানের ক্ষেত্রে বয়সসীমা ৩২ বছর। (২) বিভাগীয় প্রার্থীদের ক্ষেত্রে সরকারি বিধি অনুযায়ী বয়সসীমা শিথিলযোগ্য। (৩) নিয়োগের ক্ষেত্রে বিদ্যমান বিধি বিধান ও সরকারি কোটা সংক্রান্ত নির্দেশনা অনুসরণ করা হবে। (391, 1283, 735, 1377)
table-cell: ১১।নিরাপত্তা প্রহরী-১জন বেতন:৮২৫০-২০০১০/- (392, 1070, 543, 1123)
classified-ad: গাইবান্ধায় আবশ্যক: গাইবান্ধা জেলার একটি এমপিওভুক্ত বিদ্যালয়ে আয়া পদে নিয়োগ দেওয়া হবে। সুত্র: যুগান্তর ৬/০২/২০২২ইং (937, 1173, 1119, 1235)
brand-title: চাকরির খবর (1350, 22, 1501, 67)
tip-item: ৭৭। বাংলাদেশের জাতীয় পশু কোনটি? উত্তর: রয়েল বেঙ্গল টাইগার (8, 2122, 335, 2136)
table-row (1127, 1810, 1504, 1853)
classified-ad: ব্রাহ্মণবাড়িয়ায় আবশ্যক: ব্রাহ্মণবাড়িয়া জেলার একটি বেসরকারি উচ্চ বিদ্যালয়ে সহকারী প্রধান শিক্ষক ও অফিস সহায়ক পদে নিয়োগের জন্য আবেদন আহ্বান করা যাচ্ছে। সুত্র: যুগান্তর ৬/০২/২০২২ইং (937, 75, 1117, 169)
tip-item: ৩৮। বাংলাদেশের জাতীয় সংগীতের রচয়িতা কে? উত্তর: রবীন্দ্রনাথ ঠাকুর (8, 1300, 356, 1314)
meghna-group-section (1126, 1615, 1504, 2322)
tip-item: ৫। It is raining cats and dogs. ক lightly খ on animals গ at night ঘ heavily (8, 291, 378, 321)
tip-item: ৬২। জাতীয় স্মৃতিসৌধ কোথায় অবস্থিত? উত্তর: সাভার (8, 1824, 275, 1839)
classified-ad: ময়মনসিংহে আবশ্যক: ময়মনসিংহ জেলার একটি মাধ্যমিক বিদ্যালয়ে প্রধান শিক্ষক, সহকারী প্রধান শিক্ষক, অফিস সহায়ক পদে নিয়োগ দেওয়া হবে। সুত্র: যুগান্তর ৭/০২/২০২২ইং (937, 869, 1119, 947)
tip-item: ৭১। বাংলাদেশের জাতীয় পাখি কোনটি? উত্তর: দোয়েল (8, 2003, 275, 2017)
table-cell: ন্যূনতম অষ্টম শ্রেণি পাস (1216, 2009, 1372, 2032)
classified-ad: যশোরে আবশ্যক: যশোর জেলার একটি বেসরকারি কলেজে প্রদর্শক ও অফিস সহায়ক পদে নিয়োগ দেওয়া হবে। সুত্র: যুগান্তর ৬/০২/২০২২ইং (937, 953, 1119, 1015)
classifieds-column-3 (754, 74, 926, 858)
